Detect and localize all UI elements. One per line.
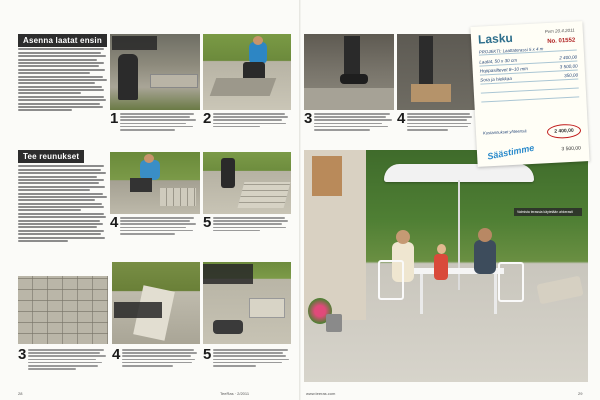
photo-edge-closeup (112, 262, 200, 344)
step-number: 4 (112, 348, 121, 363)
spine-gutter (299, 0, 301, 400)
section-heading-tiles: Asenna laatat ensin (18, 34, 107, 47)
section-heading-edges: Tee reunukset (18, 150, 84, 163)
page-number-left: 28 (18, 391, 23, 396)
page-number-right: 29 (578, 391, 583, 396)
caption-right-step-4 (397, 112, 475, 148)
caption-step-4b (112, 348, 200, 388)
photo-finished-tiles (18, 276, 108, 344)
caption-step-4 (110, 216, 198, 252)
body-text-intro (18, 47, 108, 142)
photo-edge-stones (110, 152, 200, 214)
caption-right-step-3 (304, 112, 394, 148)
photo-removing-tiles (397, 34, 475, 110)
step-number: 5 (203, 348, 212, 363)
photo-edge-row (203, 152, 291, 214)
step-number: 2 (203, 112, 212, 127)
invoice-amount: 350,00 (563, 72, 579, 79)
invoice-total-label: Kustannukset yhteensä (482, 128, 527, 136)
savings-stamp: Säästimme (486, 142, 536, 162)
photo-worker-blue-shirt (203, 34, 291, 110)
step-number: 4 (397, 112, 406, 127)
invoice-total (483, 125, 581, 135)
invoice-number: No. 01552 (547, 37, 576, 46)
step-number: 4 (110, 216, 119, 231)
caption-step-3 (18, 348, 108, 388)
invoice-item: Laatat, 50 x 30 cm (479, 57, 518, 65)
body-text-edges (18, 164, 108, 286)
invoice-item: Hoppasiltevet 8–10 mm (479, 66, 529, 74)
footer-left: TeeRas · 2/2011 (220, 391, 250, 396)
photo-note: Valmista terassia käytetään ahkerasti (514, 208, 582, 216)
footer-right: www.teeras.com (306, 391, 336, 396)
step-number: 3 (18, 348, 27, 363)
invoice-card (470, 21, 589, 167)
step-number: 1 (110, 112, 119, 127)
caption-step-2 (203, 112, 291, 148)
invoice-amount: 2 400,00 (559, 54, 578, 61)
caption-step-1 (110, 112, 198, 148)
invoice-amount: 3 500,00 (559, 63, 578, 70)
caption-step-5 (203, 216, 291, 252)
invoice-date: Pvm 20.4.2011 (544, 27, 575, 35)
photo-laying-tiles (110, 34, 200, 110)
photo-worker-feet (304, 34, 394, 110)
caption-step-5b (203, 348, 291, 388)
invoice-item: Sora ja hiekkaa (480, 75, 512, 83)
photo-grinding-edge (203, 262, 291, 344)
savings-amount: 3 500,00 (561, 145, 582, 153)
photo-terrace-family (304, 150, 588, 382)
invoice-title: Lasku (477, 30, 514, 47)
step-number: 5 (203, 216, 212, 231)
step-number: 3 (304, 112, 313, 127)
invoice-project: PROJEKTI: Laattaterassi 5 x 4 m (479, 44, 577, 55)
invoice-total-circled: 2 400,00 (547, 123, 582, 139)
